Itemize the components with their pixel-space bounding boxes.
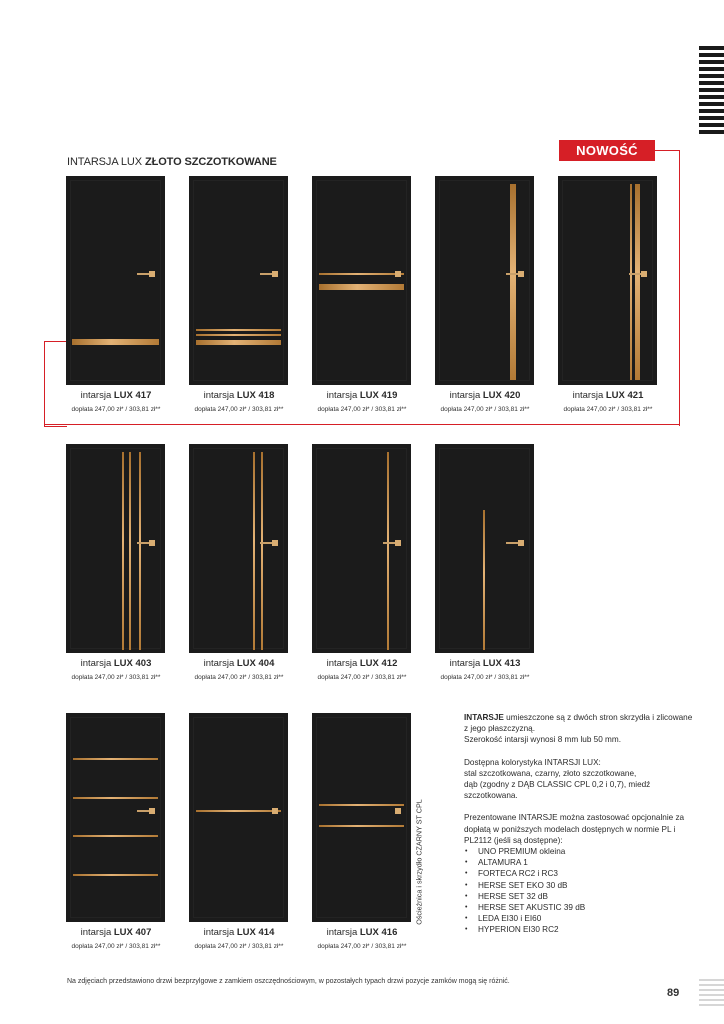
door-handle xyxy=(272,271,278,277)
door-handle xyxy=(395,271,401,277)
door-panel-inner xyxy=(193,448,284,649)
inlay-stripe xyxy=(319,825,404,827)
door-panel-inner xyxy=(70,717,161,918)
inlay-stripe xyxy=(387,452,389,650)
door-caption-lux-419: intarsja LUX 419 dopłata 247,00 zł* / 303,81 zł** xyxy=(317,390,407,413)
inlay-stripe xyxy=(73,758,158,760)
list-item: • LEDA EI30 i EI60 xyxy=(464,913,694,924)
new-badge: NOWOŚĆ xyxy=(559,140,655,161)
door-panel-inner xyxy=(439,180,530,381)
inlay-stripe xyxy=(630,184,632,380)
inlay-stripe xyxy=(73,874,158,876)
inlay-stripe xyxy=(319,284,404,290)
new-highlight-frame-left xyxy=(44,341,67,427)
door-handle xyxy=(272,540,278,546)
inlay-stripe xyxy=(73,835,158,837)
door-handle xyxy=(518,271,524,277)
info-text-block: INTARSJE umieszczone są z dwóch stron skrzydła i zlicowane z jego płaszczyzną. Szerokość intarsji wynosi 8 mm lub 50 mm. Dostępna kolorystyka INTARSJI LUX: stal szczotkowana, czarny, złoto szczotkowane, dąb (zgodny z DĄB CLASSIC CPL 0,2 i 0,7), miedź szczotkowana. Prezentowane INTARSJE można zastosować opcjonalnie za dopłatą w poniższych modelach dostępnych w normie PL i PL2112 (jeśli są dostępne): • UNO PREMIUM okleina • ALTAMURA 1 • FORTECA RC2 i RC3 • HERSE SET EKO 30 dB • HERSE SET 32 dB • HERSE SET AKUSTIC 39 dB • LEDA EI30 i EI60 • HYPERION EI30 RC2 xyxy=(464,712,694,936)
door-lux-407 xyxy=(66,713,165,922)
inlay-stripe xyxy=(261,452,263,650)
inlay-stripe xyxy=(72,339,159,345)
list-item: • HERSE SET EKO 30 dB xyxy=(464,880,694,891)
door-caption-lux-404: intarsja LUX 404 dopłata 247,00 zł* / 303,81 zł** xyxy=(194,658,284,681)
door-caption-lux-416: intarsja LUX 416 dopłata 247,00 zł* / 303,81 zł** xyxy=(317,927,407,950)
section-title: INTARSJA LUX ZŁOTO SZCZOTKOWANE xyxy=(67,156,277,168)
inlay-stripe xyxy=(122,452,124,650)
door-panel-inner xyxy=(193,180,284,381)
door-panel-inner xyxy=(316,180,407,381)
inlay-stripe xyxy=(319,273,404,275)
door-lux-421 xyxy=(558,176,657,385)
inlay-stripe xyxy=(196,810,281,812)
list-item: • FORTECA RC2 i RC3 xyxy=(464,868,694,879)
door-lux-419 xyxy=(312,176,411,385)
door-panel-inner xyxy=(70,448,161,649)
door-lux-412 xyxy=(312,444,411,653)
door-lux-418 xyxy=(189,176,288,385)
decorative-stripes-bottom xyxy=(699,979,724,1007)
door-handle xyxy=(395,540,401,546)
inlay-stripe xyxy=(73,797,158,799)
list-item: • HERSE SET 32 dB xyxy=(464,891,694,902)
list-item: • HERSE SET AKUSTIC 39 dB xyxy=(464,902,694,913)
door-lux-403 xyxy=(66,444,165,653)
inlay-stripe xyxy=(510,184,516,380)
door-handle xyxy=(395,808,401,814)
door-caption-lux-418: intarsja LUX 418 dopłata 247,00 zł* / 303,81 zł** xyxy=(194,390,284,413)
door-handle xyxy=(149,540,155,546)
list-item: • ALTAMURA 1 xyxy=(464,857,694,868)
inlay-stripe xyxy=(635,184,640,380)
side-note-vertical: Ościeżnica i skrzydło CZARNY ST CPL xyxy=(414,799,424,925)
list-item: • HYPERION EI30 RC2 xyxy=(464,924,694,935)
door-caption-lux-414: intarsja LUX 414 dopłata 247,00 zł* / 303,81 zł** xyxy=(194,927,284,950)
door-panel-inner xyxy=(70,180,161,381)
door-caption-lux-413: intarsja LUX 413 dopłata 247,00 zł* / 303,81 zł** xyxy=(440,658,530,681)
page-number: 89 xyxy=(667,987,680,999)
decorative-stripes-top xyxy=(699,46,724,134)
door-panel-inner xyxy=(193,717,284,918)
door-panel-inner xyxy=(316,448,407,649)
compatible-models-list xyxy=(464,846,694,936)
inlay-stripe xyxy=(129,452,131,650)
door-lux-420 xyxy=(435,176,534,385)
inlay-stripe xyxy=(139,452,141,650)
door-lux-416 xyxy=(312,713,411,922)
new-highlight-frame-right xyxy=(655,150,680,426)
door-handle xyxy=(149,808,155,814)
door-caption-lux-403: intarsja LUX 403 dopłata 247,00 zł* / 303,81 zł** xyxy=(71,658,161,681)
door-caption-lux-407: intarsja LUX 407 dopłata 247,00 zł* / 303,81 zł** xyxy=(71,927,161,950)
door-panel-inner xyxy=(316,717,407,918)
door-lux-413 xyxy=(435,444,534,653)
inlay-stripe xyxy=(196,334,281,336)
inlay-stripe xyxy=(319,804,404,806)
footnote: Na zdjęciach przedstawiono drzwi bezprzylgowe z zamkiem oszczędnościowym, w pozostałych typach drzwi pozycje zamków mogą się różnić. xyxy=(67,978,510,985)
inlay-stripe xyxy=(253,452,255,650)
door-caption-lux-421: intarsja LUX 421 dopłata 247,00 zł* / 303,81 zł** xyxy=(563,390,653,413)
door-caption-lux-420: intarsja LUX 420 dopłata 247,00 zł* / 303,81 zł** xyxy=(440,390,530,413)
door-handle xyxy=(518,540,524,546)
door-handle xyxy=(641,271,647,277)
door-caption-lux-412: intarsja LUX 412 dopłata 247,00 zł* / 303,81 zł** xyxy=(317,658,407,681)
door-lux-404 xyxy=(189,444,288,653)
list-item: • UNO PREMIUM okleina xyxy=(464,846,694,857)
door-handle xyxy=(272,808,278,814)
door-lux-417 xyxy=(66,176,165,385)
inlay-stripe xyxy=(196,329,281,331)
door-lux-414 xyxy=(189,713,288,922)
inlay-stripe xyxy=(483,510,485,650)
door-handle xyxy=(149,271,155,277)
door-caption-lux-417: intarsja LUX 417 dopłata 247,00 zł* / 303,81 zł** xyxy=(71,390,161,413)
inlay-stripe xyxy=(196,340,281,345)
new-highlight-frame-bottom xyxy=(44,424,680,425)
